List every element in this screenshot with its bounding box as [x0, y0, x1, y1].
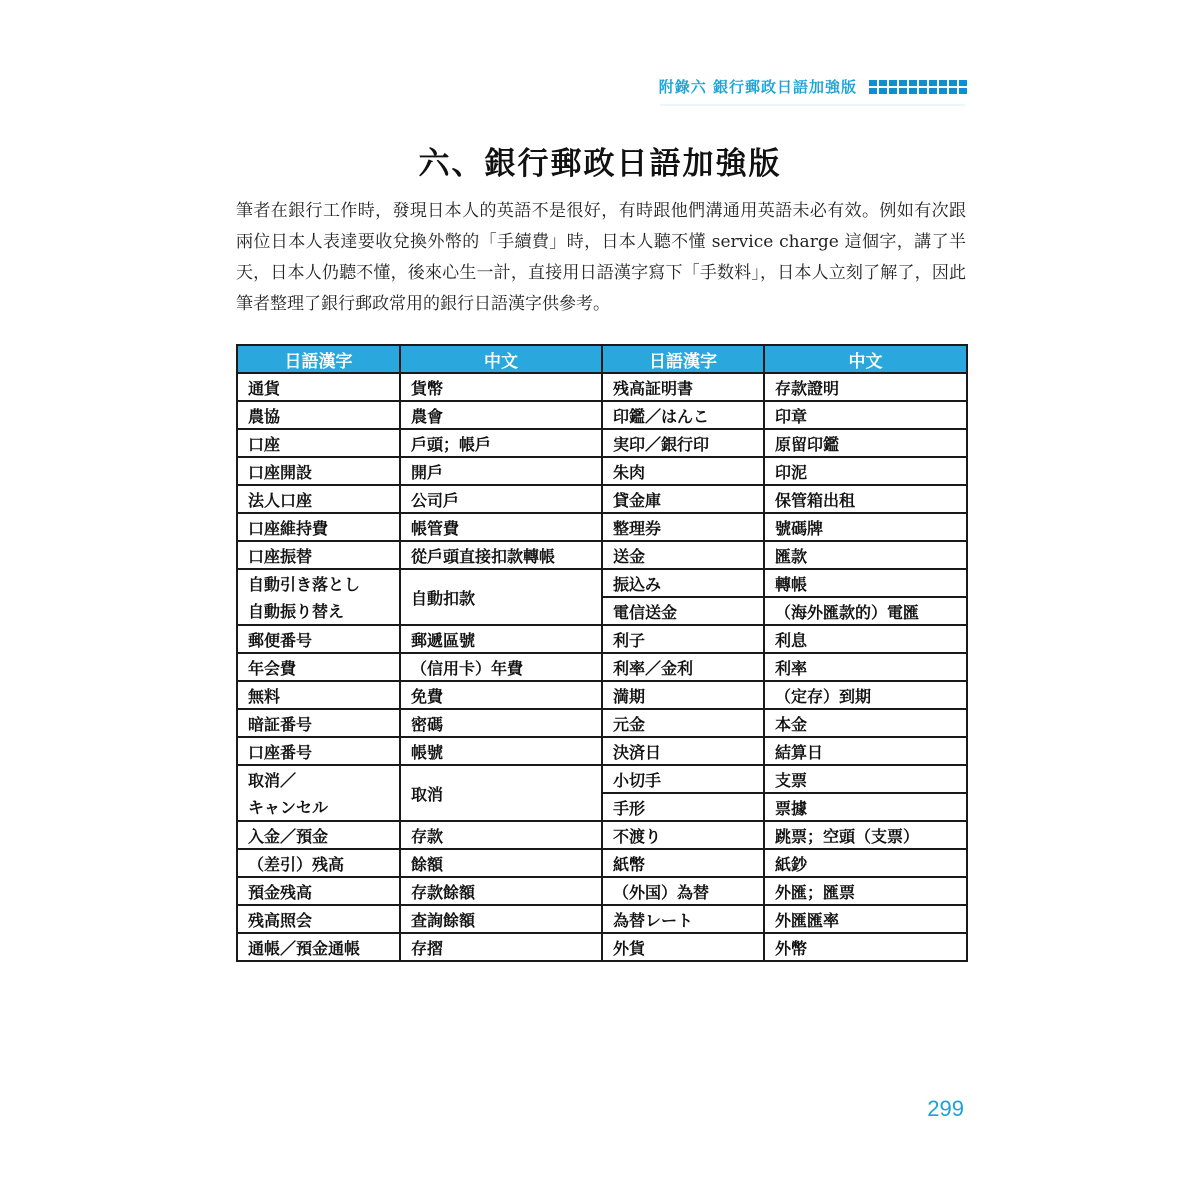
table-row	[237, 653, 967, 681]
cell-japanese: 不渡り	[602, 821, 764, 849]
table-row	[237, 569, 967, 597]
cell-chinese: 號碼牌	[764, 513, 967, 541]
cell-japanese: 整理券	[602, 513, 764, 541]
table-row	[237, 457, 967, 485]
table-row	[237, 597, 967, 625]
cell-japanese: 貸金庫	[602, 485, 764, 513]
running-title: 附錄六 銀行郵政日語加強版	[658, 78, 857, 96]
cell-japanese: 無料	[237, 681, 400, 709]
table-row	[237, 541, 967, 569]
table-row	[237, 513, 967, 541]
cell-chinese: （定存）到期	[764, 681, 967, 709]
cell-japanese: 決済日	[602, 737, 764, 765]
cell-japanese: 通貨	[237, 373, 400, 401]
cell-chinese-merged: 自動扣款	[400, 569, 602, 625]
page-title: 六、銀行郵政日語加強版	[418, 146, 782, 182]
cell-japanese: 満期	[602, 681, 764, 709]
cell-chinese: 紙鈔	[764, 849, 967, 877]
cell-chinese: 密碼	[400, 709, 602, 737]
cell-japanese: 電信送金	[602, 597, 764, 625]
cell-japanese: 口座番号	[237, 737, 400, 765]
cell-chinese: 匯款	[764, 541, 967, 569]
cell-chinese: 查詢餘額	[400, 905, 602, 933]
cell-chinese: 農會	[400, 401, 602, 429]
cell-chinese: 跳票；空頭（支票）	[764, 821, 967, 849]
cell-japanese: 印鑑／はんこ	[602, 401, 764, 429]
cell-chinese: 外匯匯率	[764, 905, 967, 933]
cell-japanese: 小切手	[602, 765, 764, 793]
cell-chinese: 存款	[400, 821, 602, 849]
cell-japanese: 入金／預金	[237, 821, 400, 849]
table-row	[237, 793, 967, 821]
cell-japanese: 暗証番号	[237, 709, 400, 737]
cell-japanese: 手形	[602, 793, 764, 821]
cell-chinese: 存款餘額	[400, 877, 602, 905]
cell-japanese: 郵便番号	[237, 625, 400, 653]
cell-japanese: 為替レート	[602, 905, 764, 933]
header-decoration-icon	[869, 80, 967, 94]
cell-chinese: 利率	[764, 653, 967, 681]
cell-chinese: （信用卡）年費	[400, 653, 602, 681]
table-row	[237, 821, 967, 849]
cell-chinese: 印章	[764, 401, 967, 429]
table-row	[237, 849, 967, 877]
cell-japanese: （差引）残高	[237, 849, 400, 877]
page-number: 299	[927, 1096, 964, 1121]
table-row	[237, 373, 967, 401]
cell-chinese: 存款證明	[764, 373, 967, 401]
table-row	[237, 737, 967, 765]
cell-japanese: 自動振り替え	[237, 597, 400, 625]
cell-japanese: 外貨	[602, 933, 764, 961]
cell-chinese: 從戶頭直接扣款轉帳	[400, 541, 602, 569]
cell-chinese: 保管箱出租	[764, 485, 967, 513]
table-row	[237, 625, 967, 653]
header-chinese-2: 中文	[764, 345, 967, 373]
cell-japanese: 口座維持費	[237, 513, 400, 541]
table-row	[237, 877, 967, 905]
cell-chinese: 帳號	[400, 737, 602, 765]
table-row	[237, 681, 967, 709]
cell-japanese: 利子	[602, 625, 764, 653]
cell-japanese: （外国）為替	[602, 877, 764, 905]
cell-chinese: 結算日	[764, 737, 967, 765]
cell-chinese: 存摺	[400, 933, 602, 961]
table-row	[237, 709, 967, 737]
cell-japanese: 実印／銀行印	[602, 429, 764, 457]
table-row	[237, 429, 967, 457]
table-row	[237, 401, 967, 429]
header-rule	[660, 104, 965, 106]
cell-japanese: 口座開設	[237, 457, 400, 485]
header-japanese-1: 日語漢字	[237, 345, 400, 373]
header-japanese-2: 日語漢字	[602, 345, 764, 373]
cell-chinese: 公司戶	[400, 485, 602, 513]
cell-chinese: 戶頭；帳戶	[400, 429, 602, 457]
cell-japanese: 振込み	[602, 569, 764, 597]
cell-chinese: （海外匯款的）電匯	[764, 597, 967, 625]
cell-chinese: 開戶	[400, 457, 602, 485]
cell-chinese: 印泥	[764, 457, 967, 485]
cell-chinese: 利息	[764, 625, 967, 653]
cell-chinese: 本金	[764, 709, 967, 737]
cell-japanese: 口座振替	[237, 541, 400, 569]
cell-japanese: 元金	[602, 709, 764, 737]
cell-chinese: 原留印鑑	[764, 429, 967, 457]
cell-japanese: 通帳／預金通帳	[237, 933, 400, 961]
cell-japanese: 送金	[602, 541, 764, 569]
cell-chinese: 轉帳	[764, 569, 967, 597]
intro-paragraph: 筆者在銀行工作時，發現日本人的英語不是很好，有時跟他們溝通用英語未必有效。例如有次跟兩位日本人表達要收兌換外幣的「手續費」時，日本人聽不懂 service charge 這個字，講了半天，日本人仍聽不懂，後來心生一計，直接用日語漢字寫下「手数料」，日本人立刻了解了，因此筆者整理了銀行郵政常用的銀行日語漢字供參考。	[236, 201, 966, 314]
cell-chinese: 餘額	[400, 849, 602, 877]
cell-chinese: 貨幣	[400, 373, 602, 401]
vocab-table	[236, 344, 968, 962]
table-row	[237, 485, 967, 513]
cell-chinese: 免費	[400, 681, 602, 709]
cell-chinese-merged: 取消	[400, 765, 602, 821]
cell-japanese: 残高照会	[237, 905, 400, 933]
cell-chinese: 外匯；匯票	[764, 877, 967, 905]
cell-chinese: 帳管費	[400, 513, 602, 541]
cell-chinese: 票據	[764, 793, 967, 821]
cell-japanese: 年会費	[237, 653, 400, 681]
table-row	[237, 905, 967, 933]
table-row	[237, 933, 967, 961]
cell-chinese: 外幣	[764, 933, 967, 961]
running-header	[659, 76, 967, 97]
cell-japanese: キャンセル	[237, 793, 400, 821]
cell-japanese: 預金残高	[237, 877, 400, 905]
cell-japanese: 朱肉	[602, 457, 764, 485]
cell-japanese: 残高証明書	[602, 373, 764, 401]
cell-chinese: 支票	[764, 765, 967, 793]
header-chinese-1: 中文	[400, 345, 602, 373]
cell-japanese: 農協	[237, 401, 400, 429]
cell-japanese: 法人口座	[237, 485, 400, 513]
table-row	[237, 765, 967, 793]
cell-japanese: 自動引き落とし	[237, 569, 400, 597]
cell-japanese: 取消／	[237, 765, 400, 793]
cell-japanese: 口座	[237, 429, 400, 457]
cell-japanese: 利率／金利	[602, 653, 764, 681]
cell-chinese: 郵遞區號	[400, 625, 602, 653]
table-header-row	[237, 345, 967, 373]
cell-japanese: 紙幣	[602, 849, 764, 877]
